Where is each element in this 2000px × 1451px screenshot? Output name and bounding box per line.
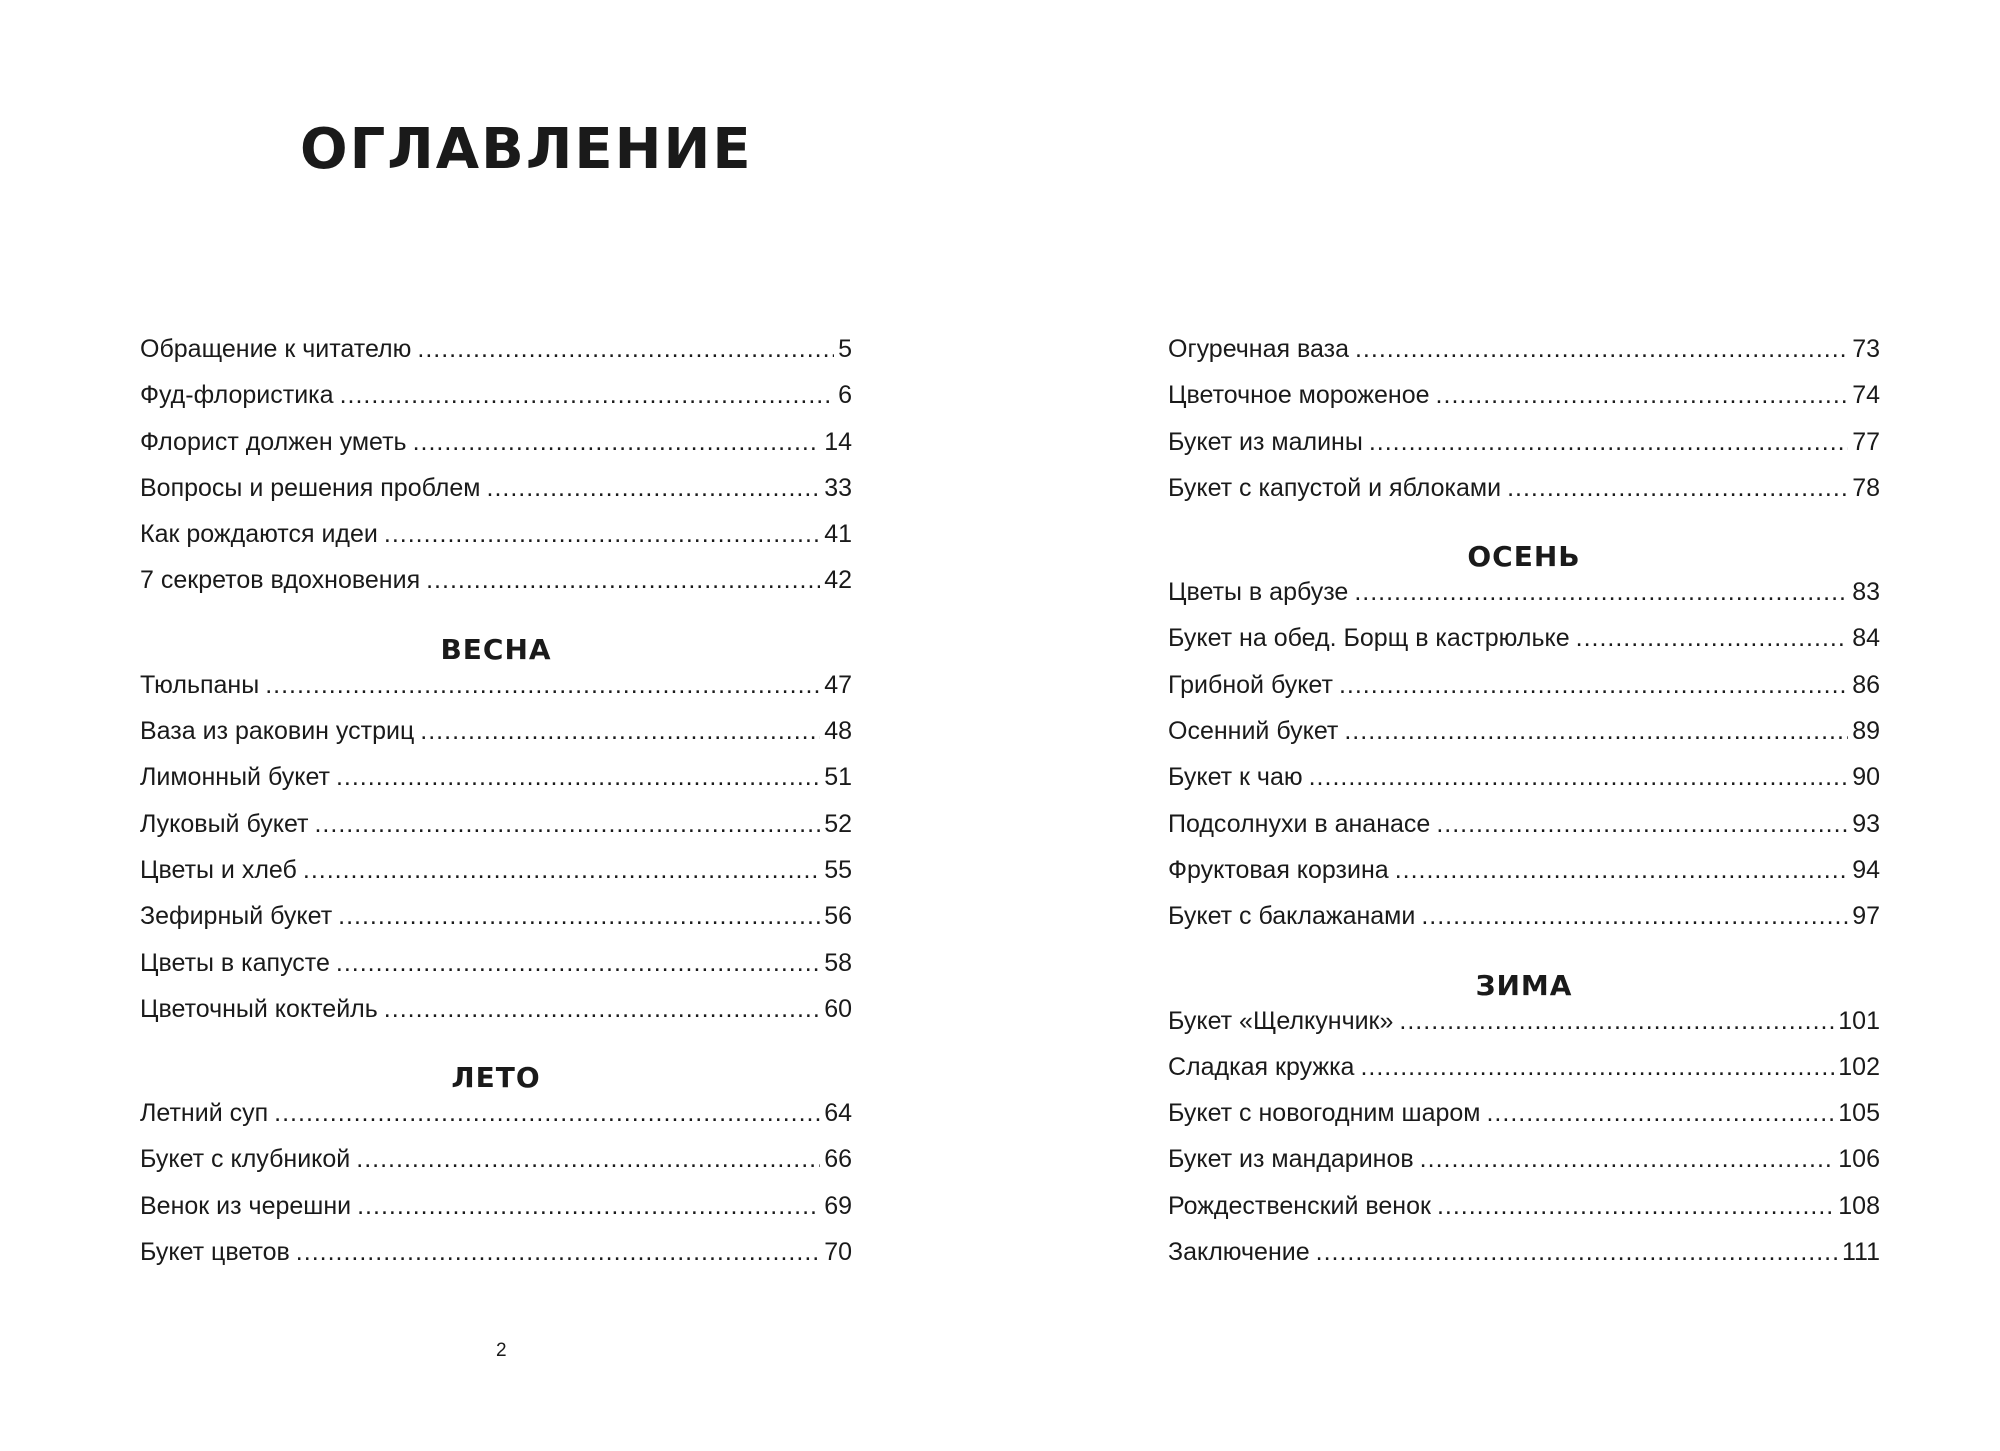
toc-entry-page: 102 [1838, 1052, 1880, 1081]
toc-entry-page: 86 [1852, 670, 1880, 699]
toc-group-autumn [1168, 578, 1880, 948]
toc-entry-title: Букет с новогодним шаром [1168, 1099, 1481, 1128]
dot-leader [338, 902, 820, 931]
toc-entry-page: 51 [824, 763, 852, 792]
toc-entry-title: Цветы в арбузе [1168, 578, 1349, 607]
page-title: ОГЛАВЛЕНИЕ [300, 117, 753, 182]
dot-leader [1507, 474, 1848, 503]
toc-entry-title: Сладкая кружка [1168, 1052, 1355, 1081]
toc-entry-title: Цветочный коктейль [140, 994, 378, 1023]
toc-entry-title: Фуд-флористика [140, 381, 334, 410]
dot-leader [1339, 671, 1848, 700]
toc-entry-title: Букет с клубникой [140, 1145, 351, 1174]
dot-leader [1309, 763, 1849, 792]
toc-entry-title: Подсолнухи в ананасе [1168, 809, 1431, 838]
toc-entry [1168, 624, 1880, 670]
toc-entry [140, 474, 852, 520]
dot-leader [274, 1099, 820, 1128]
toc-entry-title: Грибной букет [1168, 670, 1333, 699]
toc-entry-page: 6 [838, 381, 852, 410]
dot-leader [1360, 1053, 1834, 1082]
toc-entry-page: 84 [1852, 624, 1880, 653]
dot-leader [296, 1238, 820, 1267]
dot-leader [265, 671, 820, 700]
toc-entry-title: Вопросы и решения проблем [140, 473, 481, 502]
toc-entry-page: 58 [824, 948, 852, 977]
dot-leader [426, 566, 820, 595]
toc-entry-page: 56 [824, 902, 852, 931]
dot-leader [384, 520, 820, 549]
toc-entry-page: 97 [1852, 902, 1880, 931]
toc-entry-title: Ваза из раковин устриц [140, 717, 415, 746]
toc-entry-title: Обращение к читателю [140, 335, 412, 363]
toc-entry-page: 78 [1852, 473, 1880, 502]
toc-entry-page: 48 [824, 717, 852, 746]
dot-leader [1316, 1238, 1838, 1267]
toc-entry [140, 520, 852, 566]
toc-entry-title: Огуречная ваза [1168, 335, 1349, 363]
toc-entry-title: Букет с капустой и яблоками [1168, 473, 1502, 502]
toc-entry [1168, 381, 1880, 427]
toc-entry-title: Букет на обед. Борщ в кастрюльке [1168, 624, 1570, 653]
dot-leader [417, 335, 834, 364]
toc-entry [1168, 1192, 1880, 1238]
toc-entry-page: 5 [838, 335, 852, 363]
toc-entry-page: 14 [824, 427, 852, 456]
section-heading-winter: ЗИМА [1475, 968, 1573, 1002]
toc-entry-title: Букет «Щелкунчик» [1168, 1006, 1394, 1035]
toc-entry [140, 335, 852, 381]
dot-leader [413, 428, 821, 457]
toc-entry-page: 47 [824, 670, 852, 699]
toc-entry [1168, 1238, 1880, 1284]
toc-entry [1168, 763, 1880, 809]
toc-entry-page: 74 [1852, 381, 1880, 410]
dot-leader [1576, 624, 1849, 653]
toc-entry-title: Цветы в капусте [140, 948, 330, 977]
dot-leader [1395, 856, 1848, 885]
toc-group-intro [140, 335, 852, 613]
toc-group-summer [140, 1099, 852, 1284]
dot-leader [1354, 578, 1848, 607]
toc-entry-title: Как рождаются идеи [140, 520, 378, 549]
toc-entry [140, 566, 852, 612]
dot-leader [336, 949, 820, 978]
toc-entry-page: 60 [824, 994, 852, 1023]
toc-entry [140, 810, 852, 856]
dot-leader [1399, 1007, 1834, 1036]
dot-leader [340, 381, 835, 410]
toc-entry-title: Букет из малины [1168, 427, 1363, 456]
toc-entry [140, 949, 852, 995]
toc-entry-title: Луковый букет [140, 809, 309, 838]
toc-entry [140, 1192, 852, 1238]
toc-entry-page: 89 [1852, 717, 1880, 746]
toc-entry [140, 381, 852, 427]
dot-leader [420, 717, 820, 746]
toc-entry [140, 856, 852, 902]
toc-entry-title: 7 секретов вдохновения [140, 566, 421, 595]
toc-entry [1168, 1099, 1880, 1145]
toc-entry-title: Зефирный букет [140, 902, 333, 931]
toc-entry-page: 83 [1852, 578, 1880, 607]
toc-entry-page: 52 [824, 809, 852, 838]
toc-group-spring [140, 671, 852, 1041]
toc-entry-page: 94 [1852, 855, 1880, 884]
section-heading-spring: ВЕСНА [440, 632, 552, 666]
toc-entry-title: Букет цветов [140, 1238, 290, 1267]
toc-entry [1168, 671, 1880, 717]
dot-leader [303, 856, 820, 885]
toc-entry [1168, 810, 1880, 856]
toc-entry [140, 1145, 852, 1191]
toc-entry-title: Заключение [1168, 1238, 1310, 1267]
toc-entry-page: 108 [1838, 1191, 1880, 1220]
toc-entry [140, 763, 852, 809]
dot-leader [1420, 1145, 1835, 1174]
toc-entry [140, 671, 852, 717]
toc-entry [1168, 856, 1880, 902]
dot-leader [487, 474, 821, 503]
toc-entry-page: 90 [1852, 763, 1880, 792]
toc-entry-page: 105 [1838, 1099, 1880, 1128]
toc-entry [1168, 578, 1880, 624]
toc-entry-page: 111 [1841, 1238, 1880, 1267]
dot-leader [314, 810, 820, 839]
toc-entry-page: 41 [824, 520, 852, 549]
toc-entry-page: 69 [824, 1191, 852, 1220]
toc-entry-page: 55 [824, 855, 852, 884]
toc-entry-page: 106 [1838, 1145, 1880, 1174]
toc-entry-page: 73 [1852, 335, 1880, 363]
toc-entry [140, 1099, 852, 1145]
toc-right-column [1168, 335, 1880, 1284]
toc-entry-title: Лимонный букет [140, 763, 330, 792]
toc-entry [1168, 428, 1880, 474]
toc-entry [140, 1238, 852, 1284]
dot-leader [1437, 1192, 1834, 1221]
toc-entry [1168, 717, 1880, 763]
toc-entry-title: Букет с баклажанами [1168, 902, 1416, 931]
page-number: 2 [496, 1340, 507, 1361]
toc-entry-title: Цветы и хлеб [140, 855, 297, 884]
dot-leader [357, 1192, 820, 1221]
toc-entry [140, 428, 852, 474]
toc-entry-title: Венок из черешни [140, 1191, 352, 1220]
toc-entry-title: Рождественский венок [1168, 1191, 1431, 1220]
toc-entry-title: Осенний букет [1168, 717, 1339, 746]
toc-entry [1168, 474, 1880, 520]
dot-leader [1344, 717, 1848, 746]
toc-entry [1168, 1145, 1880, 1191]
section-heading-autumn: ОСЕНЬ [1467, 540, 1581, 574]
toc-entry [1168, 1007, 1880, 1053]
toc-entry-page: 101 [1838, 1006, 1880, 1035]
toc-entry [140, 902, 852, 948]
toc-entry-title: Тюльпаны [140, 670, 260, 699]
toc-entry-page: 33 [824, 473, 852, 502]
section-heading-summer: ЛЕТО [451, 1061, 541, 1095]
dot-leader [1355, 335, 1848, 364]
toc-entry-page: 42 [824, 566, 852, 595]
dot-leader [356, 1145, 820, 1174]
toc-entry-page: 64 [824, 1099, 852, 1128]
dot-leader [384, 995, 820, 1024]
dot-leader [1486, 1099, 1834, 1128]
toc-group-summer-continued [1168, 335, 1880, 520]
toc-entry-title: Букет к чаю [1168, 763, 1303, 792]
toc-entry-page: 77 [1852, 427, 1880, 456]
toc-entry-page: 70 [824, 1238, 852, 1267]
dot-leader [1436, 381, 1849, 410]
dot-leader [1436, 810, 1848, 839]
toc-entry [140, 995, 852, 1041]
toc-entry-title: Фруктовая корзина [1168, 855, 1389, 884]
toc-entry-title: Цветочное мороженое [1168, 381, 1430, 410]
toc-entry-title: Летний суп [140, 1099, 269, 1128]
toc-entry-title: Флорист должен уметь [140, 427, 407, 456]
toc-entry-page: 93 [1852, 809, 1880, 838]
dot-leader [336, 763, 820, 792]
toc-entry [1168, 902, 1880, 948]
toc-entry [1168, 1053, 1880, 1099]
toc-group-winter [1168, 1007, 1880, 1285]
toc-entry-page: 66 [824, 1145, 852, 1174]
toc-entry-title: Букет из мандаринов [1168, 1145, 1414, 1174]
toc-entry [1168, 335, 1880, 381]
dot-leader [1421, 902, 1848, 931]
toc-left-column [140, 335, 852, 1284]
dot-leader [1369, 428, 1848, 457]
toc-entry [140, 717, 852, 763]
